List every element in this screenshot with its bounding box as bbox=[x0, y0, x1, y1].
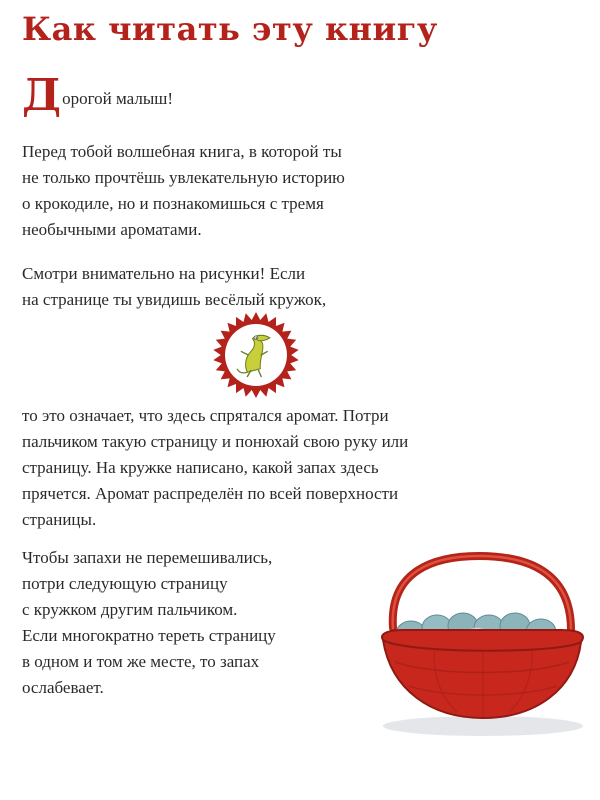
paragraph-mixing bbox=[22, 545, 276, 701]
paragraph-line: страницы. bbox=[22, 510, 97, 529]
paragraph-intro bbox=[22, 139, 345, 243]
paragraph-line: Смотри внимательно на рисунки! Если bbox=[22, 264, 306, 283]
paragraph-line: потри следующую страницу bbox=[22, 574, 228, 593]
greeting bbox=[22, 70, 174, 121]
greeting-text: орогой малыш! bbox=[62, 89, 174, 108]
scent-badge bbox=[213, 312, 299, 398]
paragraph-line: то это означает, что здесь спрятался аромат. Потри bbox=[22, 406, 389, 425]
paragraph-line: необычными ароматами. bbox=[22, 220, 202, 239]
paragraph-line: Если многократно тереть страницу bbox=[22, 626, 276, 645]
paragraph-rub bbox=[22, 403, 408, 533]
egg-basket-icon bbox=[382, 556, 583, 736]
paragraph-look bbox=[22, 261, 326, 313]
paragraph-line: ослабевает. bbox=[22, 678, 104, 697]
paragraph-line: о крокодиле, но и познакомишься с тремя bbox=[22, 194, 324, 213]
paragraph-line: не только прочтёшь увлекательную историю bbox=[22, 168, 345, 187]
paragraph-line: страницу. На кружке написано, какой запах здесь bbox=[22, 458, 379, 477]
drop-cap: Д bbox=[22, 70, 62, 121]
paragraph-line: прячется. Аромат распределён по всей поверхности bbox=[22, 484, 399, 503]
paragraph-line: Чтобы запахи не перемешивались, bbox=[22, 548, 273, 567]
paragraph-line: с кружком другим пальчиком. bbox=[22, 600, 238, 619]
egg-basket-illustration bbox=[365, 550, 593, 740]
paragraph-line: Перед тобой волшебная книга, в которой ты bbox=[22, 142, 342, 161]
paragraph-line: пальчиком такую страницу и понюхай свою руку или bbox=[22, 432, 409, 451]
page-title: Как читать эту книгу bbox=[22, 10, 438, 48]
paragraph-line: в одном и том же месте, то запах bbox=[22, 652, 260, 671]
paragraph-line: на странице ты увидишь весёлый кружок, bbox=[22, 290, 327, 309]
